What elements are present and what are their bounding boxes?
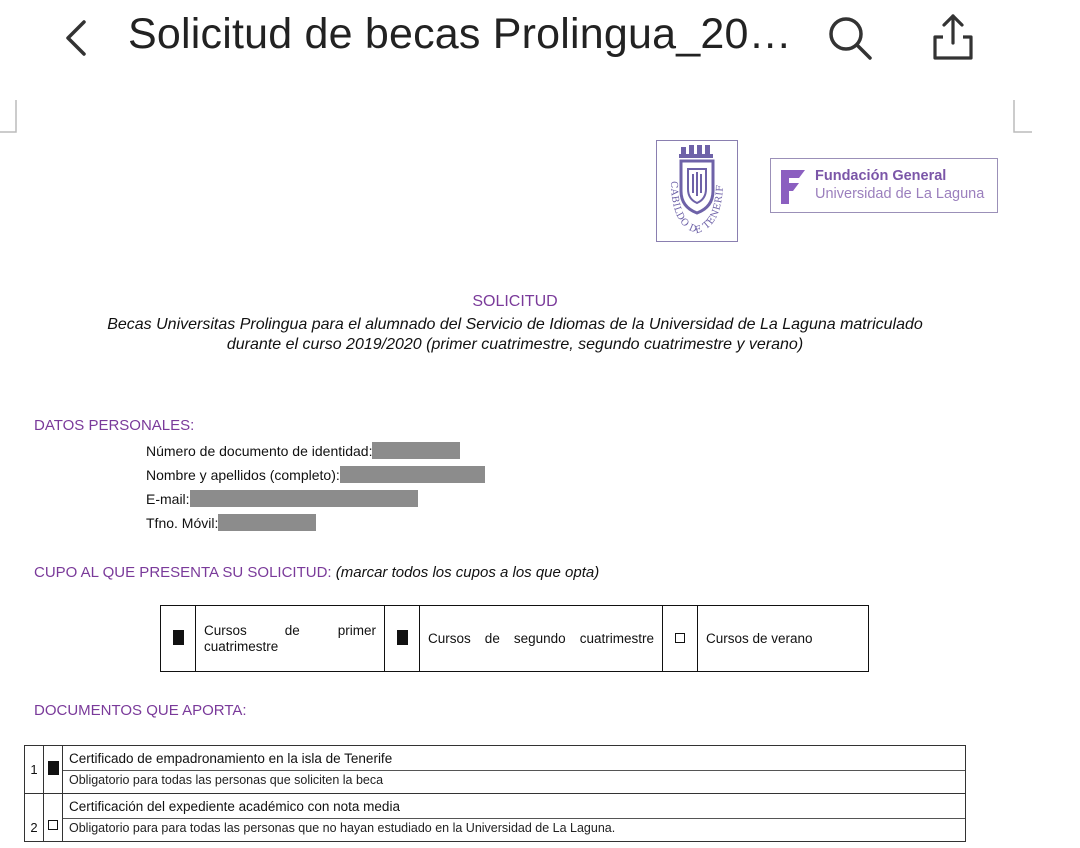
fundacion-logo <box>770 158 998 213</box>
field-documento <box>146 442 460 459</box>
form-subtitle-line2: durante el curso 2019/2020 (primer cuatrimestre, segundo cuatrimestre y verano) <box>226 336 804 353</box>
document-note: Obligatorio para para todas las personas que no hayan estudiado en la Universidad de La Laguna. <box>69 821 616 835</box>
fundacion-logo-line2: Universidad de La Laguna <box>815 186 985 202</box>
document-title: Certificación del expediente académico con nota media <box>69 799 400 814</box>
cupo-checkbox-primer[interactable] <box>161 606 196 672</box>
cupo-option-verano <box>698 606 869 672</box>
document-title: Certificado de empadronamiento en la isla de Tenerife <box>69 751 393 766</box>
unchecked-box-icon <box>675 633 685 643</box>
share-icon <box>930 10 976 62</box>
pdf-page[interactable] <box>0 80 1080 848</box>
row-number: 1 <box>25 746 44 794</box>
fundacion-logo-line1: Fundación General <box>815 168 947 184</box>
table-row <box>25 746 966 794</box>
checked-box-icon <box>48 761 59 775</box>
redacted-value <box>340 466 485 483</box>
unchecked-box-icon <box>48 820 58 830</box>
cupo-option-label: Cursos de verano <box>706 631 813 646</box>
documentos-table <box>24 745 966 842</box>
cabildo-logo-text: CABILDO DE TENERIF <box>667 180 726 237</box>
field-nombre-label: Nombre y apellidos (completo): <box>146 467 340 483</box>
field-documento-label: Número de documento de identidad: <box>146 443 373 459</box>
document-description <box>63 746 966 794</box>
field-movil-label: Tfno. Móvil: <box>146 515 219 531</box>
documentos-heading: DOCUMENTOS QUE APORTA: <box>34 702 247 719</box>
cupo-note: (marcar todos los cupos a los que opta) <box>335 564 600 581</box>
cabildo-crest-icon <box>657 141 737 241</box>
cupo-checkbox-verano[interactable] <box>663 606 698 672</box>
form-title: SOLICITUD <box>472 293 558 310</box>
cabildo-logo <box>656 140 738 242</box>
redacted-value <box>372 442 460 459</box>
search-button[interactable] <box>826 14 874 62</box>
document-title: Solicitud de becas Prolingua_20… <box>128 10 792 58</box>
redacted-value <box>190 490 418 507</box>
cupo-option-label: Cursos de segundo cuatrimestre <box>428 630 654 646</box>
field-nombre <box>146 466 485 483</box>
document-checkbox-1[interactable] <box>44 746 63 794</box>
cupo-option-primer <box>196 606 385 672</box>
row-number: 2 <box>25 794 44 842</box>
table-row <box>25 794 966 842</box>
redacted-value <box>218 514 316 531</box>
chevron-left-icon <box>58 14 98 62</box>
search-icon <box>826 14 874 62</box>
app-bar <box>0 0 1080 80</box>
cupo-checkbox-segundo[interactable] <box>385 606 420 672</box>
cupo-option-label: Cursos de primer cuatrimestre <box>204 622 376 654</box>
cupo-heading <box>34 564 599 581</box>
document-checkbox-2[interactable] <box>44 794 63 842</box>
fundacion-mark-icon <box>777 166 809 208</box>
form-subtitle-line1: Becas Universitas Prolingua para el alumnado del Servicio de Idiomas de la Universidad de La Laguna matriculado <box>107 316 923 333</box>
document-description <box>63 794 966 842</box>
field-movil <box>146 514 316 531</box>
cupo-option-segundo <box>420 606 663 672</box>
field-email <box>146 490 418 507</box>
field-email-label: E-mail: <box>146 491 190 507</box>
document-note: Obligatorio para todas las personas que soliciten la beca <box>69 773 384 787</box>
share-button[interactable] <box>930 10 976 62</box>
cupo-heading-label: CUPO AL QUE PRESENTA SU SOLICITUD: <box>34 564 332 581</box>
back-button[interactable] <box>58 14 98 62</box>
cupo-options-table <box>160 605 869 672</box>
checked-box-icon <box>173 630 184 645</box>
datos-personales-heading: DATOS PERSONALES: <box>34 417 195 434</box>
checked-box-icon <box>397 630 408 645</box>
